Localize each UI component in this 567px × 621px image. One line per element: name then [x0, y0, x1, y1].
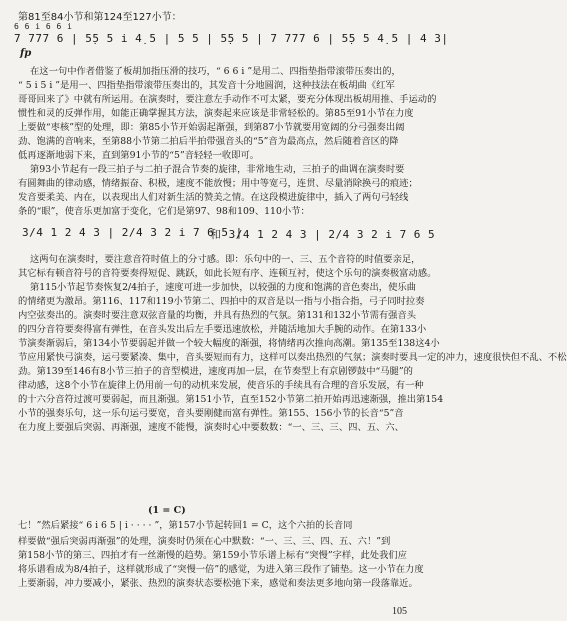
key-signature-label: (1 = C) [148, 505, 186, 516]
paragraph-line: 上要渐弱，冲力要减小，紧张、热烈的演奏状态要松弛下来，感觉和奏法更多地向第一段落靠近。 [18, 578, 418, 589]
page-number: 105 [392, 606, 407, 617]
paragraph-line: 将乐谱看成为8/4拍子，这样就形成了“突慢一倍”的感觉，为进入第三段作了铺垫。这一小节在力度 [18, 564, 424, 575]
paragraph-line: 劲、饱满的音响来，至第88小节第二拍后半拍带强音头的“5”音为最高点，然后随着音区的降 [18, 136, 399, 147]
music-notation-line-3: 七！”然后紧接“ 6 i 6 5 | i · · · · ”，第157小节起转回1 = C，这个六拍的长音同 [18, 520, 353, 531]
paragraph-line: 第93小节起有一段三拍子与二拍子混合节奏的旋律，非常地生动，三拍子的曲调在演奏时要 [30, 164, 405, 175]
paragraph-line: 发音要柔美、内在，以表现出人们对新生活的赞美之情。在这段模进旋律中，插入了两句弓轻线 [18, 192, 409, 203]
paragraph-line: 小节的强奏乐句，这一乐句运弓要宽，音头要刚健而富有弹性。第155、156小节的长音“5”音 [18, 408, 404, 419]
paragraph-line: 的十六分音符过渡可要弱起，而且渐强。第151小节，直至152小节第二拍开始再迅速渐强，推出第154 [18, 394, 444, 405]
paragraph-line: 劲。第139至146有8小节三拍子的音型模进，速度再加一层，在节奏型上有京剧锣鼓中“马腿”的 [18, 366, 413, 377]
paragraph-line: 在这一句中作者借鉴了板胡加指压滑的技巧，“ 6 6 i ”是用二、四指垫指带滚带压奏出的， [30, 66, 401, 77]
paragraph-line: 节应用紧快弓演奏，运弓要紧凑、集中，音头要短而有力，这样可以奏出热烈的气氛；演奏时要具一定的冲力，速度很快但不乱、不松 [18, 352, 567, 363]
paragraph-line: 上要做“枣核”型的处理，即：第85小节开始弱起渐强，到第87小节就要用宽阔的分弓强奏出阔 [18, 122, 405, 133]
notation-upper-dots: 6 6 i 6 6 i [14, 22, 73, 31]
paragraph-line: 第158小节的第三、四拍才有一丝渐慢的趋势。第159小节乐谱上标有“突慢”字样，此处我们应 [18, 550, 407, 561]
music-notation-line-2: 3/4 1 2 4 3 | 2/4 3 2 i 7 6 5 | [22, 226, 243, 239]
paragraph-line: 的情绪更为激昂。第116、117和119小节第二、四拍中的双音是以一指与小指合指，弓子同时拉奏 [18, 296, 425, 307]
paragraph-line: 节演奏渐弱后，第134小节要弱起并做一个较大幅度的渐强，将情绪再次推向高潮。第135至138这4小 [18, 338, 440, 349]
paragraph-line: 样要做“强后突弱再渐强”的处理，演奏时仍须在心中默数：“一、三、三、四、五、六！”到 [18, 536, 391, 547]
section-heading: 第81至84小节和第124至127小节： [18, 12, 182, 23]
paragraph-line: 律动感，这8个小节在旋律上仍用前一句的动机来发展，使音乐的手续具有合理的音乐发展，有一种 [18, 380, 424, 391]
paragraph-line: 低再逐渐地弱下来，直到第91小节的“5”音轻轻一收即可。 [18, 150, 260, 161]
paragraph-line: “ 5 i 5 i ”是用一、四指垫指带滚带压奏出的，其发音十分地圆润，这种技法在板胡曲《红军 [18, 80, 395, 91]
music-notation-line-2b: 和 3/4 1 2 4 3 | 2/4 3 2 i 7 6 5 [210, 228, 436, 241]
paragraph-line: 惯性和灵的反弹作用，如能正确掌握其方法，演奏起来应该是非常轻松的。第85至91小节在力度 [18, 108, 414, 119]
music-notation-line-1: 7 777 6 | 5̣5 5 i 4̣ 5 | 5 5 | 5̣5 5 | 7 777 6 | 5̣5 5 4̣ 5 | 4 3| [14, 32, 449, 45]
paragraph-line: 条的“眼”，使音乐更加富于变化，它们是第97、98和109、110小节： [18, 206, 310, 217]
paragraph-line: 内空弦奏出的。演奏时要注意双弦音量的均衡，并具有热烈的气氛。第131和132小节需有强音头 [18, 310, 417, 321]
paragraph-line: 哥哥回来了》中就有所运用。在演奏时，要注意左手动作不可太紧，要充分体现出板胡用推、手运动的 [18, 94, 437, 105]
paragraph-line: 的四分音符要奏得富有弹性，在音头发出后左手要迅速放松，并随活地加大手腕的动作。在第133小 [18, 324, 427, 335]
paragraph-line: 其它标有顿音符号的音符要奏得短促、跳跃，如此长短有序、连顿互衬，使这个乐句的演奏极富动感。 [18, 268, 437, 279]
paragraph-line: 这两句在演奏时，要注意音符时值上的分寸感。即：乐句中的一、三、五个音符的时值要亲足， [30, 254, 421, 265]
dynamic-marking: fp [20, 48, 32, 59]
paragraph-line: 在力度上要强后突弱、再渐强，速度不能慢，演奏时心中要数数：“一、三、三、四、五、六、 [18, 422, 404, 433]
paragraph-line: 第115小节起节奏恢复2/4拍子，速度可进一步加快，以较强的力度和饱满的音色奏出，使乐曲 [30, 282, 416, 293]
paragraph-line: 有圆舞曲的律动感，情绪振奋、积极，速度不能放慢；用中等宽弓，连贯、尽量消除换弓的痕迹； [18, 178, 418, 189]
